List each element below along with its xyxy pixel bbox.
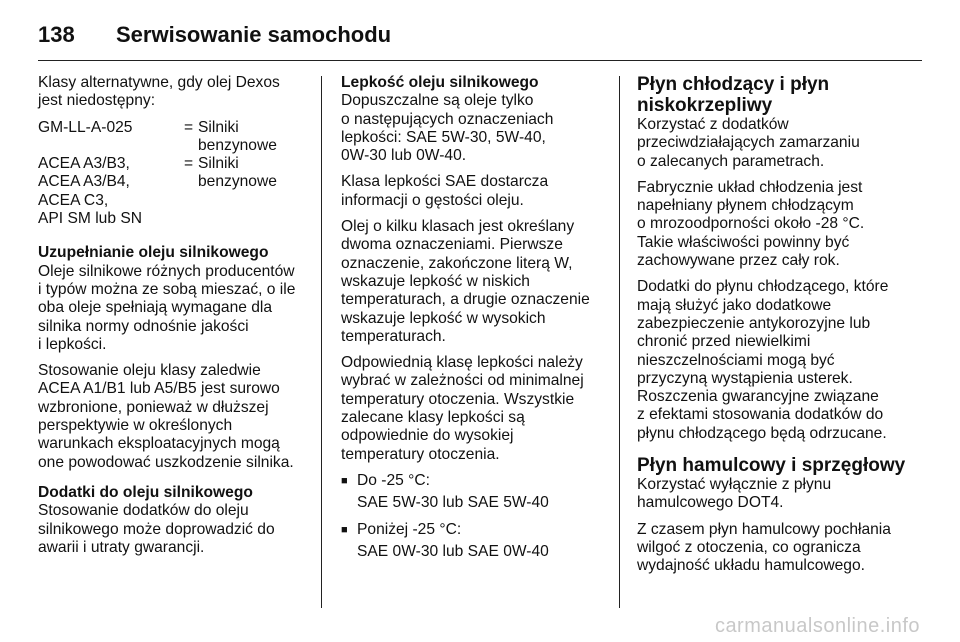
spec-name: ACEA A3/B3, ACEA A3/B4, ACEA C3, API SM lub SN: [38, 155, 142, 228]
column-divider-1: [321, 76, 322, 608]
column-divider-2: [619, 76, 620, 608]
column-middle: [341, 74, 603, 569]
watermark: carmanualsonline.info: [714, 615, 920, 637]
brake-p1: Korzystać wyłącznie z płynu hamulcowego DOT4.: [637, 476, 832, 512]
bullet-value: SAE 5W-30 lub SAE 5W-40: [357, 494, 549, 512]
bullet-square-icon: ■: [341, 523, 348, 536]
bullet-value: SAE 0W-30 lub SAE 0W-40: [357, 542, 549, 560]
intro-text: [38, 74, 313, 111]
intro-line: jest niedostępny:: [38, 92, 156, 110]
page-number: 138: [38, 22, 75, 47]
coolant-p1: Korzystać z dodatków przeciwdziałających zamarzaniu o zalecanych parametrach.: [637, 116, 860, 170]
spec-eq: =: [184, 118, 194, 136]
viscosity-heading: Lepkość oleju silnikowego: [341, 74, 539, 91]
table-row: [38, 119, 313, 156]
spec-engine: Silniki benzynowe: [198, 155, 277, 191]
column-right: [637, 74, 913, 584]
bullet-label: Do -25 °C:: [357, 471, 430, 489]
spec-eq: =: [184, 155, 194, 173]
brake-fluid-heading: Płyn hamulcowy i sprzęgłowy: [637, 455, 906, 477]
oil-spec-table: [38, 119, 313, 229]
list-item: [341, 472, 603, 490]
header-rule: [38, 60, 922, 61]
table-row: [38, 155, 313, 228]
coolant-heading: Płyn chłodzący i płyn niskokrzepliwy: [637, 74, 830, 116]
list-item: [341, 521, 603, 539]
bullet-square-icon: ■: [341, 474, 348, 487]
viscosity-p1: Dopuszczalne są oleje tylko o następujących oznaczeniach lepkości: SAE 5W-30, 5W-40, 0W-30 lub 0W-40.: [341, 92, 554, 165]
viscosity-p4: Odpowiednią klasę lepkości należy wybrać w zależności od minimalnej temperatury otoczenia. Wszystkie zalecane klasy lepkości są odpowiednie do wysokiej temperatury otoczenia.: [341, 354, 584, 463]
additives-text: Stosowanie dodatków do oleju silnikowego może doprowadzić do awarii i utraty gwarancji.: [38, 502, 275, 556]
brake-p2: Z czasem płyn hamulcowy pochłania wilgoć z otoczenia, co ogranicza wydajność układu hamulcowego.: [637, 520, 891, 575]
coolant-p2: Fabrycznie układ chłodzenia jest napełniany płynem chłodzącym o mrozoodporności około -28 °C. Takie właściwości powinny być zachowywane przez cały rok.: [637, 178, 865, 270]
spec-name: GM-LL-A-025: [38, 118, 133, 136]
page-title: Serwisowanie samochodu: [116, 22, 392, 47]
topup-heading: Uzupełnianie oleju silnikowego: [38, 244, 269, 262]
viscosity-p3: Olej o kilku klasach jest określany dwoma oznaczeniami. Pierwsze oznaczenie, zakończone literą W, wskazuje lepkość w niskich temperaturach, a drugie oznaczenie wskazuje lepkość w wysokich temperaturach.: [341, 218, 590, 345]
column-left: [38, 74, 313, 565]
bullet-label: Poniżej -25 °C:: [357, 520, 462, 538]
additives-heading: Dodatki do oleju silnikowego: [38, 483, 253, 501]
page-header: [38, 18, 391, 52]
intro-line: Klasy alternatywne, gdy olej Dexos: [38, 74, 280, 91]
viscosity-p2: Klasa lepkości SAE dostarcza informacji o gęstości oleju.: [341, 173, 549, 209]
spec-engine: Silniki benzynowe: [198, 118, 277, 154]
coolant-p3: Dodatki do płynu chłodzącego, które mają służyć jako dodatkowe zabezpieczenie antykorozyjne lub chronić przed niewielkimi nieszczelnościami mogą być przyczyną wystąpienia usterek. Roszczenia gwarancyjne związane z efektami stosowania dodatków do płynu chłodzącego będą odrzucane.: [637, 278, 889, 442]
topup-text: Oleje silnikowe różnych producentów i typów można ze sobą mieszać, o ile oba oleje spełniają wymagane dla silnika normy odnośnie jakości i lepkości.: [38, 262, 296, 353]
acea-warning-text: Stosowanie oleju klasy zaledwie ACEA A1/B1 lub A5/B5 jest surowo wzbronione, ponieważ w dłuższej perspektywie w określonych warunkach eksploatacyjnych mogą one powodować uszkodzenie silnika.: [38, 362, 294, 471]
